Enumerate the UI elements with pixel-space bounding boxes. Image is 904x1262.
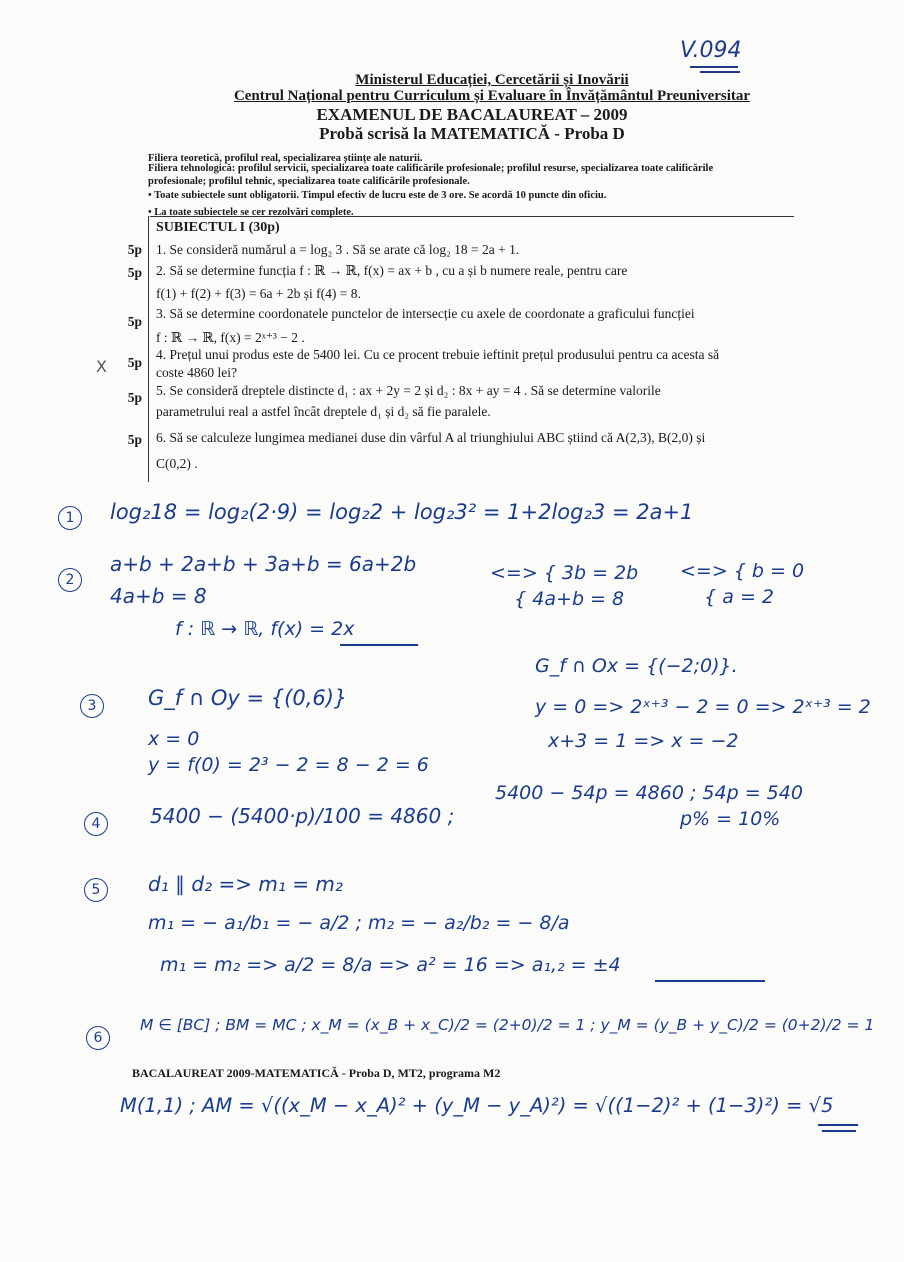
problem-2-text: 2. Să se determine funcția f : ℝ → ℝ, f(x) = ax + b , cu a și b numere reale, pentru care xyxy=(156,263,628,278)
solution-5-number: 5 xyxy=(84,878,108,902)
variant-code: V.094 xyxy=(680,38,742,63)
instruction-1: • Toate subiectele sunt obligatorii. Timpul efectiv de lucru este de 3 ore. Se acordă 10 puncte din oficiu. xyxy=(148,190,607,201)
points-column-divider xyxy=(148,216,149,482)
center-title: Centrul Național pentru Curriculum și Evaluare în Învățământul Preuniversitar xyxy=(233,88,751,104)
problem-4-text: 4. Prețul unui produs este de 5400 lei. Cu ce procent trebuie ieftinit prețul produsului pentru ca acesta să xyxy=(156,347,720,362)
solution-4-eq-2: 5400 − 54p = 4860 ; 54p = 540 xyxy=(495,782,803,804)
problem-6-points: 5p xyxy=(127,432,142,447)
solution-1: log₂18 = log₂(2·9) = log₂2 + log₂3² = 1+2log₂3 = 2a+1 xyxy=(110,500,694,524)
problem-6-text-line2: C(0,2) . xyxy=(156,456,198,471)
solution-6-line-2: M(1,1) ; AM = √((x_M − x_A)² + (y_M − y_A)²) = √((1−2)² + (1−3)²) = √5 xyxy=(120,1094,834,1117)
solution-3-eq: y = 0 => 2ˣ⁺³ − 2 = 0 => 2ˣ⁺³ = 2 xyxy=(535,696,871,718)
variant-underline xyxy=(690,66,738,68)
solution-5-result-underline xyxy=(655,980,765,982)
instruction-2: • La toate subiectele se cer rezolvări complete. xyxy=(148,207,354,218)
solution-5-line-1: d₁ ∥ d₂ => m₁ = m₂ xyxy=(148,872,343,896)
solution-2-system-1a: <=> { 3b = 2b xyxy=(490,562,639,584)
filiera-line-1: Filiera teoretică, profilul real, specializarea științe ale naturii. xyxy=(148,153,423,164)
solution-6-number: 6 xyxy=(86,1026,110,1050)
solution-3-x0: x = 0 xyxy=(148,728,200,750)
margin-mark: X xyxy=(96,357,107,376)
solution-2-system-2a: <=> { b = 0 xyxy=(680,560,805,582)
problem-4-points: 5p xyxy=(127,355,142,370)
solution-3-y0: y = f(0) = 2³ − 2 = 8 − 2 = 6 xyxy=(148,754,429,776)
page-footer: BACALAUREAT 2009-MATEMATICĂ - Proba D, MT2, programa M2 xyxy=(132,1066,501,1080)
problem-6-text: 6. Să se calculeze lungimea medianei duse din vârful A al triunghiului ABC știind că A(2,3), B(2,0) și xyxy=(156,430,706,445)
solution-6-result-underline-2 xyxy=(822,1130,856,1132)
ministry-title: Ministerul Educației, Cercetării și Inovării xyxy=(355,72,629,88)
solution-2-line-2: 4a+b = 8 xyxy=(110,584,207,608)
solution-6-result-underline xyxy=(818,1124,858,1126)
solution-3-number: 3 xyxy=(80,694,104,718)
solution-4-number: 4 xyxy=(84,812,108,836)
exam-title: EXAMENUL DE BACALAUREAT – 2009 xyxy=(316,105,628,124)
problem-3-text: 3. Să se determine coordonatele punctelor de intersecție cu axele de coordonate a graficului funcției xyxy=(156,306,695,321)
solution-1-number: 1 xyxy=(58,506,82,530)
solution-4-result: p% = 10% xyxy=(680,808,781,830)
solution-5-line-2: m₁ = − a₁/b₁ = − a/2 ; m₂ = − a₂/b₂ = − 8/a xyxy=(148,912,570,934)
problem-3-text-line2: f : ℝ → ℝ, f(x) = 2ˣ⁺³ − 2 . xyxy=(156,330,305,345)
problem-2-text-line2: f(1) + f(2) + f(3) = 6a + 2b și f(4) = 8. xyxy=(156,286,361,301)
solution-5-line-3: m₁ = m₂ => a/2 = 8/a => a² = 16 => a₁,₂ = ±4 xyxy=(160,954,621,976)
solution-2-system-2b: { a = 2 xyxy=(680,586,775,608)
solution-3-ox: G_f ∩ Ox = {(−2;0)}. xyxy=(535,655,738,677)
problem-4-text-line2: coste 4860 lei? xyxy=(156,365,237,380)
solution-3-oy: G_f ∩ Oy = {(0,6)} xyxy=(148,686,348,710)
solution-2-number: 2 xyxy=(58,568,82,592)
filiera-line-2: Filiera tehnologică: profilul servicii, specializarea toate calificările profesionale; profilul resurse, specializarea toate calificările profesionale; profilul tehnic, specializarea toate calificările profesionale. xyxy=(148,163,714,187)
problem-1-text: 1. Se consideră numărul a = log₂ 3 . Să se arate că log₂ 18 = 2a + 1. xyxy=(156,242,520,257)
solution-2-line-1: a+b + 2a+b + 3a+b = 6a+2b xyxy=(110,552,417,576)
problem-5-text: 5. Se consideră dreptele distincte d₁ : ax + 2y = 2 și d₂ : 8x + ay = 4 . Să se determine valorile xyxy=(156,383,661,398)
problem-3-points: 5p xyxy=(127,314,142,329)
solution-2-result: f : ℝ → ℝ, f(x) = 2x xyxy=(175,618,355,640)
problem-5-points: 5p xyxy=(127,390,142,405)
solution-4-eq: 5400 − (5400·p)/100 = 4860 ; xyxy=(150,804,455,828)
subject-title: SUBIECTUL I (30p) xyxy=(156,220,280,235)
problem-2-points: 5p xyxy=(127,265,142,280)
section-divider xyxy=(150,216,794,217)
solution-2-result-underline xyxy=(340,644,418,646)
test-title: Probă scrisă la MATEMATICĂ - Proba D xyxy=(319,124,625,143)
problem-5-text-line2: parametrului real a astfel încât dreptele d₁ și d₂ să fie paralele. xyxy=(156,404,491,419)
solution-2-system-1b: { 4a+b = 8 xyxy=(490,588,625,610)
problem-1-points: 5p xyxy=(127,242,142,257)
solution-3-result: x+3 = 1 => x = −2 xyxy=(548,730,739,752)
solution-6-line-1: M ∈ [BC] ; BM = MC ; x_M = (x_B + x_C)/2 = (2+0)/2 = 1 ; y_M = (y_B + y_C)/2 = (0+2)/2 = 1 xyxy=(140,1016,875,1034)
